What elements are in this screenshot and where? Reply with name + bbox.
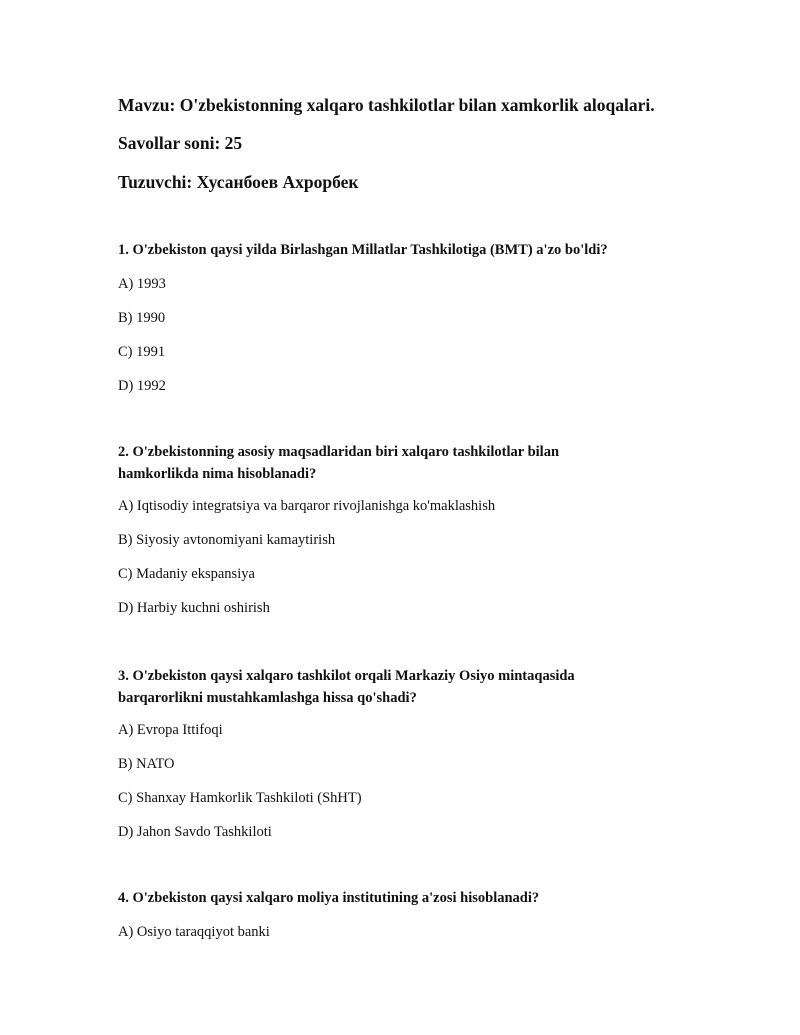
answer-option-b: B) NATO xyxy=(118,756,175,772)
answer-option-b: B) 1990 xyxy=(118,310,166,326)
answer-option-d: D) Harbiy kuchni oshirish xyxy=(118,600,270,616)
answer-option-a: A) Evropa Ittifoqi xyxy=(118,722,223,738)
topic-heading: Mavzu: O'zbekistonning xalqaro tashkilotlar bilan xamkorlik aloqalari. xyxy=(118,95,655,115)
answer-option-c: C) Shanxay Hamkorlik Tashkiloti (ShHT) xyxy=(118,790,362,806)
answer-option-d: D) Jahon Savdo Tashkiloti xyxy=(118,824,272,840)
answer-option-b: B) Siyosiy avtonomiyani kamaytirish xyxy=(118,532,336,548)
question-text: 2. O'zbekistonning asosiy maqsadlaridan biri xalqaro tashkilotlar bilan hamkorlikda nima hisoblanadi? xyxy=(118,444,560,482)
answer-option-a: A) Osiyo taraqqiyot banki xyxy=(118,924,270,940)
answer-option-c: C) Madaniy ekspansiya xyxy=(118,566,255,582)
question-text: 3. O'zbekiston qaysi xalqaro tashkilot orqali Markaziy Osiyo mintaqasida barqarorlikni mustahkamlashga hissa qo'shadi? xyxy=(118,668,575,706)
author-line: Tuzuvchi: Хусанбоев Ахрорбек xyxy=(118,172,359,192)
question-3 xyxy=(118,665,678,842)
question-text: 4. O'zbekiston qaysi xalqaro moliya institutining a'zosi hisoblanadi? xyxy=(118,890,540,906)
question-count: Savollar soni: 25 xyxy=(118,133,243,153)
answer-option-d: D) 1992 xyxy=(118,378,166,394)
answer-option-a: A) Iqtisodiy integratsiya va barqaror rivojlanishga ko'maklashish xyxy=(118,498,496,514)
question-text: 1. O'zbekiston qaysi yilda Birlashgan Millatlar Tashkilotiga (BMT) a'zo bo'ldi? xyxy=(118,242,608,258)
answer-option-c: C) 1991 xyxy=(118,344,166,360)
answer-option-a: A) 1993 xyxy=(118,276,166,292)
question-1 xyxy=(118,239,678,396)
question-4 xyxy=(118,887,678,942)
question-2 xyxy=(118,441,678,618)
